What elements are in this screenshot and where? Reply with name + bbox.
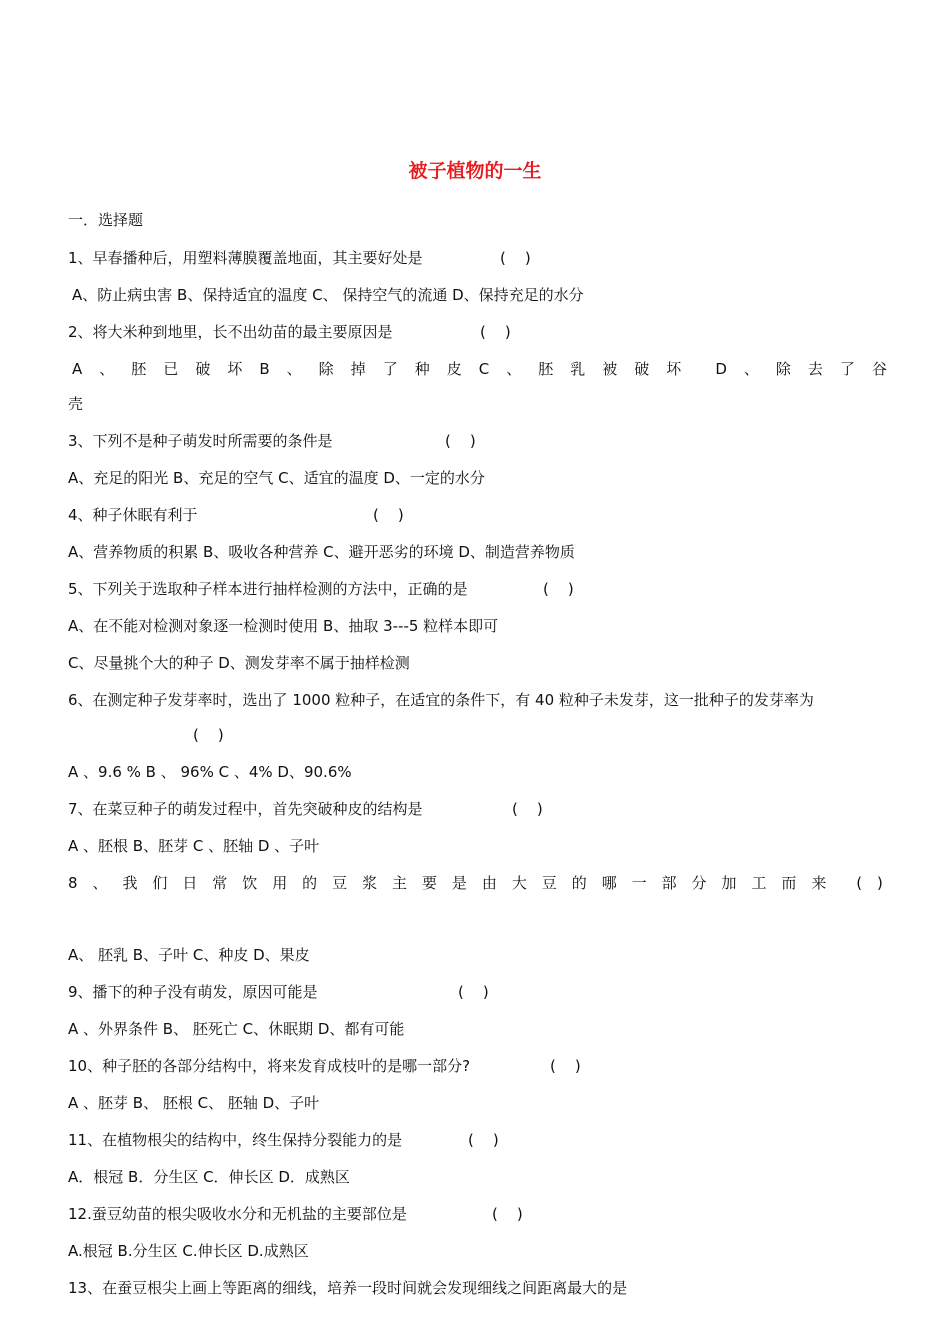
question-8: 8 、 我 们 日 常 饮 用 的 豆 浆 主 要 是 由 大 豆 的 哪 一 部 分 加 工 而 来 ( ) [68, 874, 883, 892]
question-2-options-wrap: 壳 [68, 395, 84, 413]
answer-blank: ( ) [543, 580, 574, 598]
question-9-options: A 、外界条件 B、 胚死亡 C、休眠期 D、都有可能 [68, 1020, 405, 1038]
question-5-options: C、尽量挑个大的种子 D、测发芽率不属于抽样检测 [68, 654, 410, 672]
question-11-options: A．根冠 B．分生区 C．伸长区 D．成熟区 [68, 1168, 350, 1186]
answer-blank: ( ) [480, 323, 511, 341]
question-3: 3、下列不是种子萌发时所需要的条件是 [68, 432, 333, 450]
question-7-options: A 、胚根 B、胚芽 C 、胚轴 D 、子叶 [68, 837, 320, 855]
question-4: 4、种子休眠有利于 [68, 506, 198, 524]
question-9: 9、播下的种子没有萌发，原因可能是 [68, 983, 318, 1001]
question-4-options: A、营养物质的积累 B、吸收各种营养 C、避开恶劣的环境 D、制造营养物质 [68, 543, 575, 561]
question-11: 11、在植物根尖的结构中，终生保持分裂能力的是 [68, 1131, 403, 1149]
answer-blank: ( ) [512, 800, 543, 818]
answer-blank: ( ) [550, 1057, 581, 1075]
answer-blank: ( ) [458, 983, 489, 1001]
question-2: 2、将大米种到地里，长不出幼苗的最主要原因是 [68, 323, 393, 341]
page-title: 被子植物的一生 [408, 160, 542, 182]
question-1-options: A、防止病虫害 B、保持适宜的温度 C、 保持空气的流通 D、保持充足的水分 [72, 286, 584, 304]
question-12-options: A.根冠 B.分生区 C.伸长区 D.成熟区 [68, 1242, 309, 1260]
question-1: 1、早春播种后，用塑料薄膜覆盖地面，其主要好处是 [68, 249, 423, 267]
question-10: 10、种子胚的各部分结构中，将来发育成枝叶的是哪一部分? [68, 1057, 471, 1075]
question-5-options: A、在不能对检测对象逐一检测时使用 B、抽取 3---5 粒样本即可 [68, 617, 499, 635]
answer-blank: ( ) [373, 506, 404, 524]
question-3-options: A、充足的阳光 B、充足的空气 C、适宜的温度 D、一定的水分 [68, 469, 485, 487]
answer-blank: ( ) [445, 432, 476, 450]
answer-blank: ( ) [468, 1131, 499, 1149]
question-8-options: A、 胚乳 B、子叶 C、种皮 D、果皮 [68, 946, 310, 964]
question-6: 6、在测定种子发芽率时，选出了 1000 粒种子，在适宜的条件下，有 40 粒种子未发芽，这一批种子的发芽率为 [68, 691, 814, 709]
answer-blank: ( ) [492, 1205, 523, 1223]
section-heading: 一．选择题 [68, 211, 144, 229]
question-2-options: A 、 胚 已 破 坏 B 、 除 掉 了 种 皮 C 、 胚 乳 被 破 坏 D 、 除 去 了 谷 [72, 360, 887, 378]
question-10-options: A 、胚芽 B、 胚根 C、 胚轴 D、子叶 [68, 1094, 320, 1112]
answer-blank: ( ) [500, 249, 531, 267]
question-6-options: A 、9.6 % B 、 96% C 、4% D、90.6% [68, 763, 352, 781]
question-7: 7、在菜豆种子的萌发过程中，首先突破种皮的结构是 [68, 800, 423, 818]
question-13: 13、在蚕豆根尖上画上等距离的细线，培养一段时间就会发现细线之间距离最大的是 [68, 1279, 628, 1297]
answer-blank: ( ) [193, 726, 224, 744]
question-5: 5、下列关于选取种子样本进行抽样检测的方法中，正确的是 [68, 580, 468, 598]
question-12: 12.蚕豆幼苗的根尖吸收水分和无机盐的主要部位是 [68, 1205, 407, 1223]
